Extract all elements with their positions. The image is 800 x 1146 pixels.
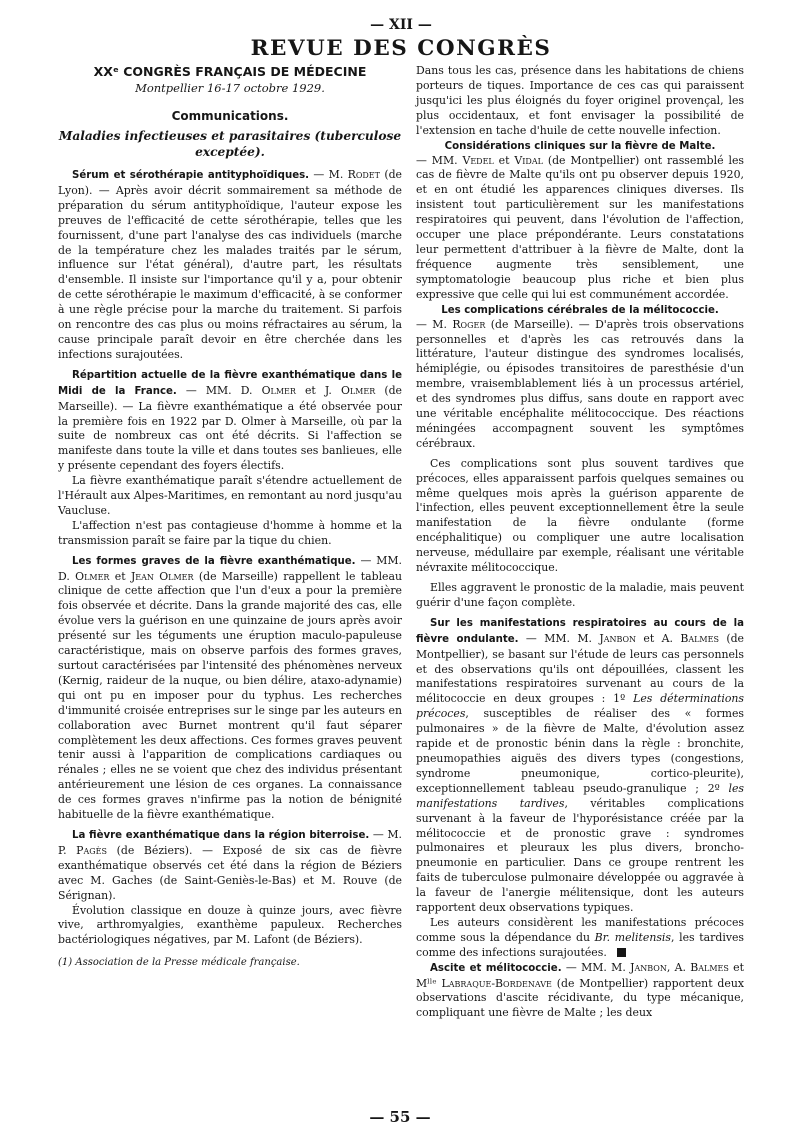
article-paragraph: Ces complications sont plus souvent tardives que précoces, elles apparaissent parfois quelques semaines ou même quelques mois après la guérison apparente de l'infection, elles peuvent exceptionnellement être la seule manifestation de la fièvre ondulante (forme encéphalitique) ou compliquer une autre localisation nerveuse, médullaire par exemple, réalisant une véritable névraxite mélitococcique.	[416, 456, 744, 575]
article-cerebrales: — M. Roger (de Marseille). — D'après trois observations personnelles et d'après les cas retrouvés dans la littérature, l'auteur distingue des syndromes localisés, hémiplégie, ou épisodes transitoires de paresthésie d'un membre, vraisemblablement liés à un processus artériel, et des syndromes plus diffus, sans doute en rapport avec une véritable encéphalite mélitococcique. Des réactions méningées accompagnent souvent les symptômes cérébraux.	[416, 317, 744, 450]
article-author: P. Pagès	[58, 843, 107, 857]
article-heading: Les complications cérébrales de la mélitococcie.	[441, 304, 719, 316]
footnote: (1) Association de la Presse médicale française.	[58, 957, 300, 969]
article-text: (de Marseille). — La fièvre exanthématique a été observée pour la première fois en 1922 par D. Olmer à Marseille, où par la suite de nombreux cas ont été décrits. Si l'affection se manifeste dans toute la ville et dans toutes ses banlieues, elle y présente cependant des foyers électifs.	[58, 383, 402, 473]
article-paragraph: Évolution classique en douze à quinze jours, avec fièvre vive, arthromyalgies, exanthème papuleux. Recherches bactériologiques négatives, par M. Lafont (de Béziers).	[58, 903, 402, 947]
article-ascite: Ascite et mélitococcie. — MM. M. Janbon, A. Balmes et Mˡˡᵉ Labraque-Bordenave (de Montpellier) rapportent deux observations d'ascite récidivante, du type mécanique, compliquant une fièvre de Malte ; les deux	[416, 960, 744, 1020]
subsection-heading: Maladies infectieuses et parasitaires (tuberculose exceptée).	[58, 129, 402, 159]
end-mark-icon	[617, 948, 626, 957]
right-column	[416, 64, 744, 1021]
article-author: A. Balmes	[674, 960, 729, 974]
article-text: (de Marseille) rappellent le tableau clinique de cette affection que l'un d'eux a pour la première fois observée et décrite. Dans la grande majorité des cas, elle évolue vers la guérison en une quinzaine de jours après avoir présenté sur les téguments une éruption maculo-papuleuse caractéristique, mais on observe parfois des formes graves, surtout caractérisées par l'intensité des phénomènes nerveux (Kernig, raideur de la nuque, ou bien délire, ataxo-adynamie) qui ont pu en imposer pour du typhus. Les recherches d'immunité croisée entreprises sur le singe par les auteurs en collaboration avec Burnet montrent qu'il faut séparer complètement les deux affections. Ces formes graves peuvent tenir aussi à l'apparition de complications cardiaques ou rénales ; elles ne se voient que chez des individus présentant antérieurement une lésion de ces organes. La connaissance de ces formes graves n'infirme pas la notion de bénignité habituelle de la fièvre exanthématique.	[58, 569, 403, 822]
article-text: (de Marseille). — D'après trois observations personnelles et d'après les cas retrouvés dans la littérature, l'auteur distingue des syndromes localisés, hémiplégie, ou épisodes transitoires de paresthésie d'un membre, vraisemblablement liés à un processus artériel, et des syndromes plus diffus, sans doute en rapport avec une véritable encéphalite mélitococcique. Des réactions méningées accompagnent souvent les symptômes cérébraux.	[416, 317, 744, 450]
article-respiratoires: Sur les manifestations respiratoires au cours de la fièvre ondulante. — MM. M. Janbon et A. Balmes (de Montpellier), se basant sur l'étude de leurs cas personnels et des observations qu'ils ont dépouillées, classent les manifestations respiratoires survenant au cours de la mélitococcie en deux groupes : 1º Les déterminations précoces, susceptibles de réaliser des « formes pulmonaires » de la fièvre de Malte, d'évolution assez rapide et de pronostic bénin dans la règle : bronchite, pneumopathies aiguës des divers types (congestions, syndrome pneumonique, cortico-pleurite), exceptionnellement tableau pseudo-granulique ; 2º les manifestations tardives, véritables complications survenant à la faveur de l'hyporésistance créée par la mélitococcie et de pronostic grave : syndromes pulmonaires et pleuraux les plus divers, broncho-pneumonie en particulier. Dans ce groupe rentrent les faits de tuberculose pulmonaire développée ou aggravée à la faveur de l'anergie mélitensique, dont les auteurs rapportent deux observations typiques.	[416, 617, 745, 915]
article-author: A. Balmes	[661, 631, 719, 645]
article-text: (de Béziers). — Exposé de six cas de fièvre exanthématique observés cet été dans la région de Béziers avec M. Gaches (de Saint-Geniès-le-Bas) et M. Rouve (de Sérignan).	[58, 843, 402, 902]
article-text: (de Montpellier) rapportent deux observations d'ascite récidivante, du type mécanique, compliquant une fièvre de Malte ; les deux	[416, 976, 744, 1020]
article-text: (de Lyon). — Après avoir décrit sommairement sa méthode de préparation du sérum antityphoïdique, l'auteur expose les preuves de l'efficacité de cette sérothérapie, telles que les fournissent, d'une part l'analyse des cas individuels (marche de la température chez les malades traités par le sérum, influence sur l'état général), d'autre part, les résultats d'ensemble. Il insiste sur l'importance qu'il y a, pour obtenir de cette sérothérapie le maximum d'efficacité, à se conformer à une règle précise pour la marche du traitement. Si parfois on rencontre des cas plus ou moins réfractaires au sérum, la cause principale paraît devoir en être cherchée dans les infections surajoutées.	[58, 168, 403, 361]
article-author: M. Janbon	[611, 960, 667, 974]
article-author: Jean Olmer	[130, 569, 194, 583]
article-author: D. Olmer	[58, 569, 110, 583]
page-folio: — 55 —	[369, 1108, 431, 1126]
article-paragraph: La fièvre exanthématique paraît s'étendre actuellement de l'Hérault aux Alpes-Maritimes, en remontant au nord jusqu'au Vaucluse.	[58, 474, 402, 517]
article-author: — M. Rodet	[313, 168, 380, 181]
article-author: M. Janbon	[577, 631, 637, 645]
article-repartition: Répartition actuelle de la fièvre exanthématique dans le Midi de la France. — MM. D. Olmer et J. Olmer (de Marseille). — La fièvre exanthématique a été observée pour la première fois en 1922 par D. Olmer à Marseille, où par la suite de nombreux cas ont été décrits. Si l'affection se manifeste dans toute la ville et dans toutes ses banlieues, elle y présente cependant des foyers électifs.	[58, 369, 402, 473]
article-continuation: Dans tous les cas, présence dans les habitations de chiens porteurs de tiques. Importance de ces cas qui paraissent jusqu'ici les plus éloignés du foyer originel provençal, les plus occidentaux, et font envisager la possibilité de l'extension en tache d'huile de cette nouvelle infection.	[416, 64, 744, 137]
article-biterroise: La fièvre exanthématique dans la région biterroise. — M. P. Pagès (de Béziers). — Exposé de six cas de fièvre exanthématique observés cet été dans la région de Béziers avec M. Gaches (de Saint-Geniès-le-Bas) et M. Rouve (de Sérignan).	[58, 827, 402, 902]
article-paragraph: L'affection n'est pas contagieuse d'homme à homme et la transmission paraît se faire par la tique du chien.	[58, 518, 402, 547]
article-heading: Les formes graves de la fièvre exanthématique.	[72, 555, 356, 567]
article-formes-graves: Les formes graves de la fièvre exanthématique. — MM. D. Olmer et Jean Olmer (de Marseille) rappellent le tableau clinique de cette affection que l'un d'eux a pour la première fois observée et décrite. Dans la grande majorité des cas, elle évolue vers la guérison en une quinzaine de jours après avoir présenté sur les téguments une éruption maculo-papuleuse caractéristique, mais on observe parfois des formes graves, surtout caractérisées par l'intensité des phénomènes nerveux (Kernig, raideur de la nuque, ou bien délire, ataxo-adynamie) qui ont pu en imposer pour du typhus. Les recherches d'immunité croisée entreprises sur le singe par les auteurs en collaboration avec Burnet montrent qu'il faut séparer complètement les deux affections. Ces formes graves peuvent tenir aussi à l'apparition de complications cardiaques ou rénales ; elles ne se voient que chez des individus présentant antérieurement une lésion de ces organes. La connaissance de ces formes graves n'infirme pas la notion de bénignité habituelle de la fièvre exanthématique.	[58, 553, 403, 822]
congress-subtitle: Montpellier 16-17 octobre 1929.	[135, 81, 325, 95]
article-heading: Sérum et sérothérapie antityphoïdiques.	[72, 170, 310, 181]
article-paragraph: Elles aggravent le pronostic de la maladie, mais peuvent guérir d'une façon complète.	[416, 581, 744, 609]
two-column-body	[58, 64, 744, 1021]
section-heading: Communications.	[171, 109, 289, 123]
article-author: J. Olmer	[324, 383, 376, 397]
article-heading: Sur les manifestations respiratoires au cours de la fièvre ondulante.	[416, 617, 744, 645]
article-heading: Considérations cliniques sur la fièvre de Malte.	[444, 140, 716, 152]
article-heading: Ascite et mélitococcie.	[430, 962, 562, 974]
page-number-roman: — XII —	[370, 17, 432, 33]
article-malte: — MM. Vedel et Vidal (de Montpellier) ont rassemblé les cas de fièvre de Malte qu'ils ont pu observer depuis 1920, et en ont étudié les apparences cliniques diverses. Ils insistent tout particulièrement sur les manifestations respiratoires qui peuvent, dans l'évolution de l'affection, occuper une place prépondérante. Leurs constatations leur permettent d'attribuer à la fièvre de Malte, dont la fréquence augmente très sensiblement, une symptomatologie beaucoup plus riche et bien plus expressive que celle qui lui est communément accordée.	[416, 153, 744, 301]
article-author: Labraque-Bordenave	[441, 976, 552, 990]
article-heading: La fièvre exanthématique dans la région biterroise.	[72, 829, 370, 841]
article-serum	[58, 168, 402, 363]
article-paragraph: Les auteurs considèrent les manifestations précoces comme sous la dépendance du Br. melitensis, les tardives comme des infections surajoutées.	[416, 915, 745, 959]
article-author: D. Olmer	[240, 383, 296, 397]
article-text: (de Montpellier) ont rassemblé les cas de fièvre de Malte qu'ils ont pu observer depuis 1920, et en ont étudié les apparences cliniques diverses. Ils insistent tout particulièrement sur les manifestations respiratoires qui peuvent, dans l'évolution de l'affection, occuper une place prépondérante. Leurs constatations leur permettent d'attribuer à la fièvre de Malte, dont la fréquence augmente très sensiblement, une symptomatologie beaucoup plus riche et bien plus expressive que celle qui lui est communément accordée.	[416, 153, 744, 301]
article-author: Vedel	[462, 153, 494, 167]
article-heading: Répartition actuelle de la fièvre exanthématique dans le Midi de la France.	[58, 369, 402, 397]
congress-title: XXᵉ CONGRÈS FRANÇAIS DE MÉDECINE	[93, 64, 367, 79]
article-author: Vidal	[514, 153, 543, 167]
left-column	[58, 64, 402, 1021]
article-author: Roger	[452, 317, 486, 331]
journal-section-title: REVUE DES CONGRÈS	[250, 36, 552, 61]
